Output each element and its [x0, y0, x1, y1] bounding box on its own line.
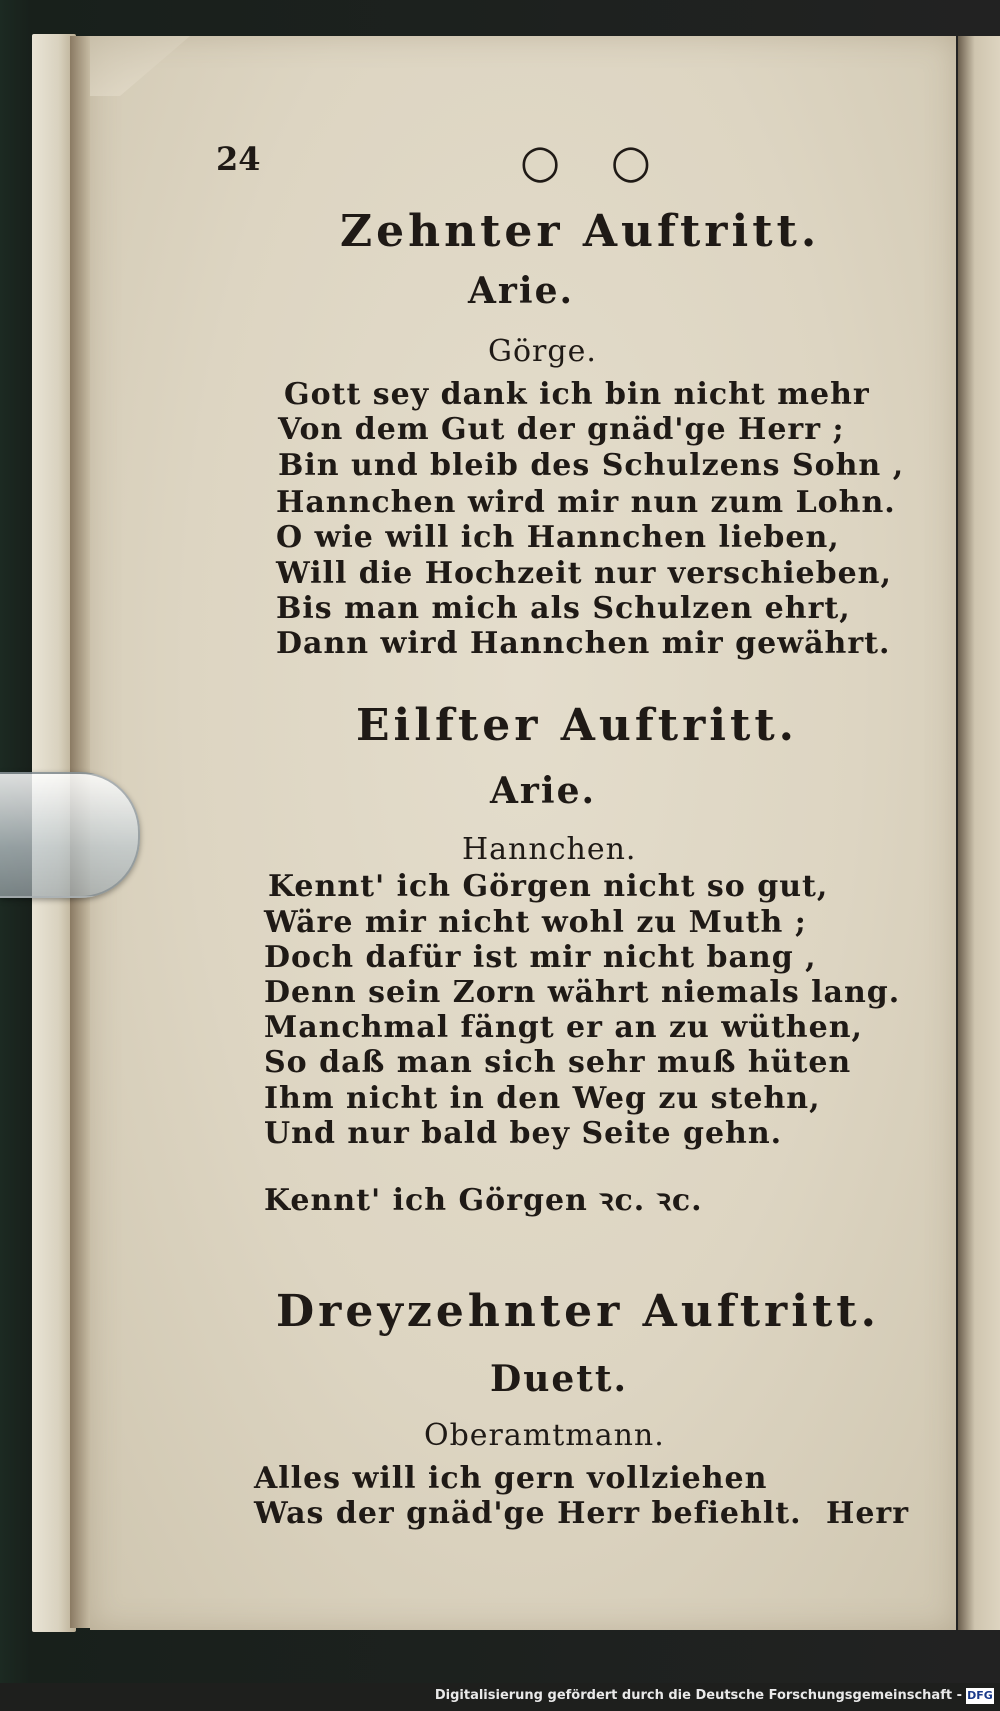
- dfg-logo: DFG: [967, 1689, 993, 1702]
- facing-page-edge: [958, 36, 1000, 1630]
- page-number: 24: [216, 140, 261, 178]
- verse-line: Manchmal fängt er an zu wüthen,: [264, 1010, 863, 1045]
- scene-type-13: Duett.: [490, 1358, 629, 1400]
- scene-heading-13: Dreyzehnter Auftritt.: [276, 1286, 880, 1337]
- verse-line: Hannchen wird mir nun zum Lohn.: [276, 485, 896, 520]
- verse-line: Wäre mir nicht wohl zu Muth ;: [264, 905, 807, 940]
- verse-line: Will die Hochzeit nur verschieben,: [276, 556, 892, 591]
- verse-line: So daß man sich sehr muß hüten: [264, 1045, 852, 1080]
- scene-type-11: Arie.: [490, 770, 597, 812]
- verse-line: O wie will ich Hannchen lieben,: [276, 520, 840, 555]
- refrain-line: Kennt' ich Görgen ꝛc. ꝛc.: [264, 1183, 703, 1218]
- verse-line: Gott sey dank ich bin nicht mehr: [284, 377, 870, 412]
- scene-heading-10: Zehnter Auftritt.: [340, 206, 821, 257]
- page-clip: [0, 772, 140, 898]
- verse-line: Bin und bleib des Schulzens Sohn ,: [278, 448, 905, 483]
- funding-notice: Digitalisierung gefördert durch die Deutsche Forschungsgemeinschaft -: [434, 1688, 962, 1703]
- verse-line: Und nur bald bey Seite gehn.: [264, 1116, 783, 1151]
- verse-line: Kennt' ich Görgen nicht so gut,: [268, 869, 829, 904]
- verse-line: Von dem Gut der gnäd'ge Herr ;: [278, 412, 845, 447]
- verse-line: Dann wird Hannchen mir gewährt.: [276, 626, 891, 661]
- verse-line: Denn sein Zorn währt niemals lang.: [264, 975, 901, 1010]
- scene-heading-11: Eilfter Auftritt.: [356, 700, 798, 751]
- verse-line: Bis man mich als Schulzen ehrt,: [276, 591, 851, 626]
- catchword: Herr: [826, 1496, 910, 1531]
- header-ornament: ○ ○: [520, 134, 669, 188]
- verse-line: Ihm nicht in den Weg zu stehn,: [264, 1081, 821, 1116]
- scene-type-10: Arie.: [468, 270, 575, 312]
- speaker-goerge: Görge.: [488, 334, 597, 369]
- verse-line: Doch dafür ist mir nicht bang ,: [264, 940, 817, 975]
- speaker-oberamtmann: Oberamtmann.: [424, 1418, 665, 1453]
- verse-line: Was der gnäd'ge Herr befiehlt.: [254, 1496, 802, 1531]
- speaker-hannchen: Hannchen.: [462, 832, 637, 867]
- verse-line: Alles will ich gern vollziehen: [254, 1461, 768, 1496]
